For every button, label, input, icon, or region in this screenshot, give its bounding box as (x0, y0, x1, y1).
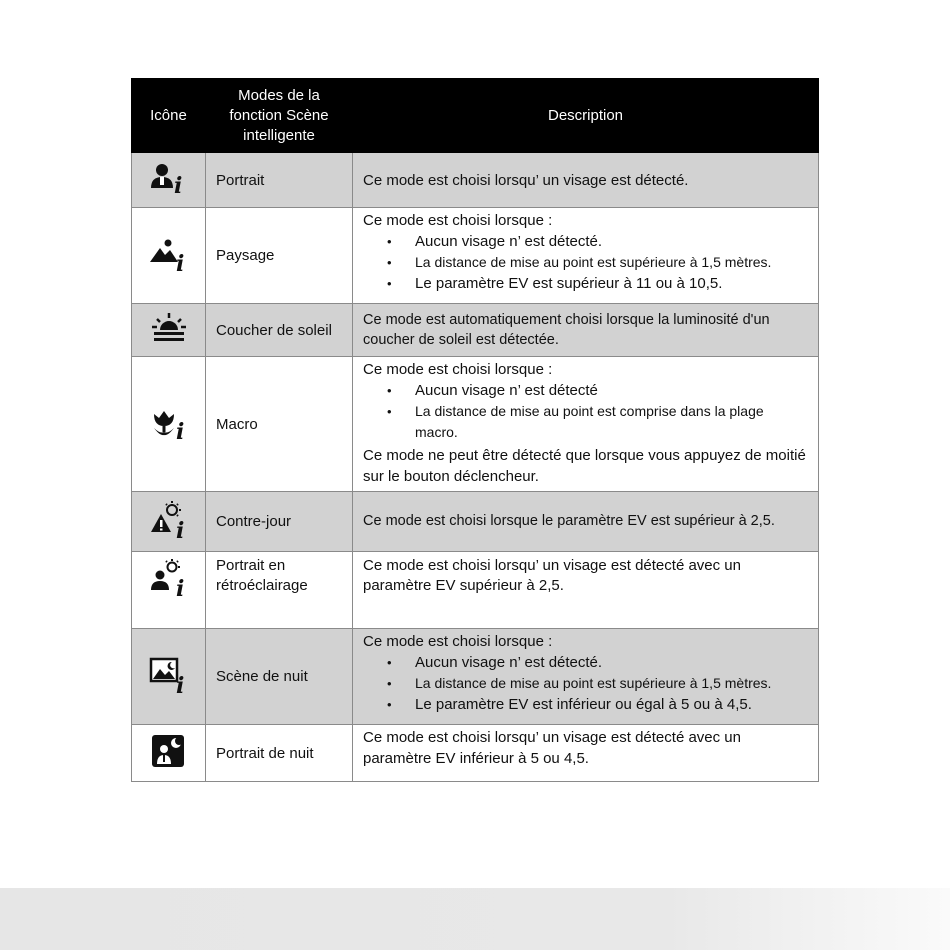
description-cell (353, 208, 819, 304)
icon-cell (132, 304, 206, 357)
description-cell (353, 492, 819, 552)
night-portrait-icon (148, 731, 190, 771)
description-text: Ce mode est choisi lorsque le paramètre EV est supérieur à 2,5. (363, 513, 775, 529)
description-intro: Ce mode est choisi lorsque : (363, 633, 553, 650)
sunset-icon (148, 308, 190, 348)
night-scene-icon (148, 655, 190, 695)
svg-text:i: i (175, 419, 184, 442)
condition-item: • Aucun visage n’ est détecté. (363, 652, 810, 673)
footer-band (0, 888, 950, 950)
icon-cell (132, 552, 206, 629)
header-mode: Modes de la fonction Scène intelligente (206, 79, 353, 153)
condition-list (363, 231, 810, 294)
condition-item: • Aucun visage n’ est détecté (363, 380, 810, 401)
mode-name: Coucher de soleil (206, 304, 353, 357)
table-row (132, 492, 819, 552)
description-text: Ce mode est automatiquement choisi lorsque la luminosité d'un coucher de soleil est détectée. (363, 312, 770, 348)
icon-cell (132, 629, 206, 725)
scene-modes-table (131, 78, 819, 782)
description-text: Ce mode est choisi lorsqu’ un visage est détecté avec un paramètre EV supérieur à 2,5. (363, 557, 741, 594)
header-description: Description (353, 79, 819, 153)
condition-item: • Aucun visage n’ est détecté. (363, 231, 810, 252)
macro-flower-icon (148, 402, 190, 442)
condition-item: • Le paramètre EV est supérieur à 11 ou à 10,5. (363, 273, 810, 294)
description-intro: Ce mode est choisi lorsque : (363, 361, 553, 378)
mode-name: Portrait en rétroéclairage (206, 552, 353, 629)
description-text: Ce mode est choisi lorsqu’ un visage est détecté. (363, 171, 689, 189)
table-row (132, 208, 819, 304)
description-cell (353, 629, 819, 725)
icon-cell (132, 492, 206, 552)
icon-cell (132, 725, 206, 782)
table-row (132, 629, 819, 725)
condition-list (363, 380, 810, 443)
description-cell (353, 357, 819, 492)
description-cell (353, 153, 819, 208)
mode-name: Contre-jour (206, 492, 353, 552)
description-text: Ce mode est choisi lorsqu’ un visage est détecté avec un paramètre EV inférieur à 5 ou 4,5. (363, 729, 741, 767)
table-header-row (132, 79, 819, 153)
condition-item: • La distance de mise au point est supérieure à 1,5 mètres. (363, 252, 810, 273)
portrait-person-icon (148, 158, 190, 198)
svg-text:i: i (175, 672, 184, 695)
mode-name: Portrait (206, 153, 353, 208)
backlit-portrait-icon (148, 558, 190, 598)
svg-text:i: i (173, 173, 182, 198)
table-row (132, 357, 819, 492)
mode-name: Paysage (206, 208, 353, 304)
table-row (132, 725, 819, 782)
description-cell (353, 304, 819, 357)
description-cell (353, 725, 819, 782)
condition-list (363, 652, 810, 715)
condition-item: • La distance de mise au point est comprise dans la plage macro. (363, 401, 810, 443)
svg-text:i: i (175, 517, 184, 540)
table-row (132, 304, 819, 357)
icon-cell (132, 208, 206, 304)
icon-cell (132, 153, 206, 208)
description-note: Ce mode ne peut être détecté que lorsque vous appuyez de moitié sur le bouton déclencheur. (363, 447, 806, 485)
icon-cell (132, 357, 206, 492)
condition-item: • Le paramètre EV est inférieur ou égal à 5 ou à 4,5. (363, 694, 810, 715)
description-cell (353, 552, 819, 629)
backlight-icon (148, 500, 190, 540)
condition-item: • La distance de mise au point est supérieure à 1,5 mètres. (363, 673, 810, 694)
landscape-mountain-icon (148, 234, 190, 274)
description-intro: Ce mode est choisi lorsque : (363, 212, 553, 229)
header-icon: Icône (132, 79, 206, 153)
svg-text:i: i (175, 250, 184, 274)
mode-name: Macro (206, 357, 353, 492)
mode-name: Scène de nuit (206, 629, 353, 725)
table-row (132, 153, 819, 208)
svg-text:i: i (175, 576, 184, 598)
mode-name: Portrait de nuit (206, 725, 353, 782)
table-row (132, 552, 819, 629)
